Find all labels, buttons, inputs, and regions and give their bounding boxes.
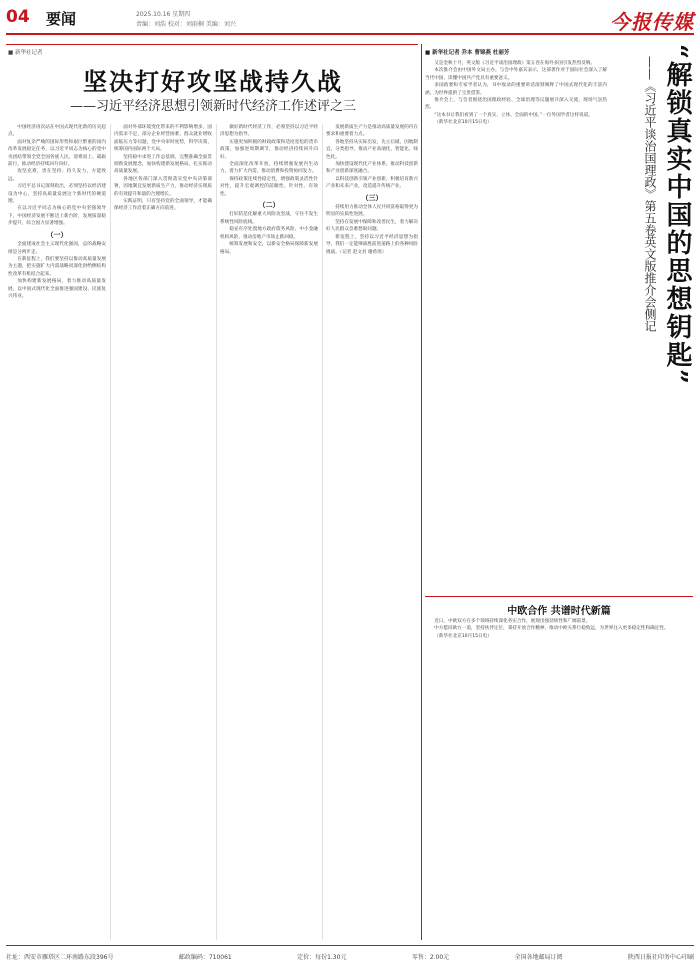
lower-article-body: 近日，中欧双方在多个领域持续深化务实合作，展现出强劲韧性和广阔前景。 中方愿同欧方一道，坚持伙伴定位，秉持开放合作精神，推动中欧关系行稳致远，为世界注入更多稳定性和确定性。 （新华社北京10月15日电） xyxy=(434,619,669,639)
article-column-2: 面对外部环境变化带来的不利影响增多，国内需求不足、部分企业经营困难、群众就业增收面临压力等问题，党中央审时度势，科学决策，统筹国内国际两个大局。 坚持稳中求进工作总基调，完整准确全面贯彻新发展理念，加快构建新发展格局，扎实推动高质量发展。 各地区各部门深入贯彻落实党中央决策部署，因地制宜发展新质生产力，推动经济实现质的有效提升和量的合理增长。 实践证明，只有坚持党的全面领导，才能确保经济工作沿着正确方向前进。 xyxy=(114,125,212,212)
article-title: 坚决打好攻坚战持久战 xyxy=(83,67,343,96)
page-number: 04 xyxy=(6,7,30,27)
article-column-1: 中国经济再次站在中国式现代化新的历史起点。 面对复杂严峻的国际形势和艰巨繁重的国内改革发展稳定任务，以习近平同志为核心的党中央团结带领全党全国各族人民，迎难而上、砥砺前行，推动经济持续回升向好。 攻坚克难，贵在坚持；持久发力，方能致远。 习近平总书记深刻指出，必须坚持以经济建设为中心，坚持高质量发展这个新时代的硬道理。 在以习近平同志为核心的党中央坚强领导下，中国经济发展不断迈上新台阶，发展质量稳步提升，综合国力显著增强。 （一） 全面建成社会主义现代化强国，总的战略安排是分两步走。 在新征程上，我们要坚持以推动高质量发展为主题，把实施扩大内需战略同深化供给侧结构性改革有机结合起来。 加快构建新发展格局，着力推动高质量发展，以中国式现代化全面推进强国建设、民族复兴伟业。 xyxy=(8,125,106,299)
title-rule xyxy=(6,44,418,45)
side-title-sub: ——《习近平谈治国理政》第五卷英文版推介会侧记 xyxy=(643,56,657,332)
article-column-4: 发展新质生产力是推动高质量发展的内在要求和重要着力点。 各地坚持从实际出发，先立后破、因地制宜、分类指导，推动产业高端化、智能化、绿色化。 加快建设现代化产业体系，推动科技创新和产业创新深度融合。 以科技创新引领产业创新，积极培育新兴产业和未来产业，改造提升传统产业。 （三） 持续用力推动全体人民共同富裕取得更为明显的实质性进展。 坚持在发展中保障和改善民生，着力解决好人民群众急难愁盼问题。 新征程上，坚持以习近平经济思想为指导，我们一定能够战胜前进道路上的各种风险挑战。（记者 赵文君 谢希瑶） xyxy=(326,125,418,255)
side-article-title xyxy=(614,44,696,514)
page-header xyxy=(6,5,694,35)
section-title: 要闻 xyxy=(46,10,77,28)
article-byline: ■ 新华社记者 xyxy=(8,50,43,56)
side-title-main: “解锁真实中国的思想钥匙” xyxy=(662,44,692,386)
newspaper-logo: 今报传媒 xyxy=(610,10,694,34)
section-number: （三） xyxy=(361,192,383,202)
side-byline: ■ 新华社记者 乔本 曹锦燕 杜丽芳 xyxy=(425,50,510,56)
side-article-body: 又是金秋十月，英文版《习近平谈治国理政》第五卷在海外多国引发热烈反响。 本次推介会由中国外文局主办。与会中外嘉宾表示，这部著作对于国际社会深入了解当代中国、读懂中国共产党具有重要意义。 多国政要和专家学者认为，书中收录的重要讲话深刻阐释了中国式现代化的丰富内涵，为世界提供了宝贵借鉴。 推介会上，与会者围绕治国理政经验、全球治理等议题展开深入交流，现场气氛热烈。 “这本书让我们看到了一个真实、立体、全面的中国。”一位外国学者这样说道。 （新华社北京10月15日电） xyxy=(425,61,607,126)
lower-article-title: 中欧合作 共谱时代新篇 xyxy=(507,606,611,617)
article-subtitle: ——习近平经济思想引领新时代经济工作述评之三 xyxy=(69,99,356,114)
section-divider xyxy=(425,596,693,597)
issue-date: 2025.10.16 星期四 xyxy=(136,11,191,18)
section-number: （二） xyxy=(258,200,280,210)
editor-credits: 责编：刘浩 校对：刘雨桐 美编：刘兴 xyxy=(136,21,236,28)
section-number: （一） xyxy=(46,229,68,239)
article-column-3: 做好新时代经济工作，必须坚持以习近平经济思想为指导。 实施更加积极的财政政策和适度宽松的货币政策，加强逆周期调节，推动经济持续回升向好。 全面深化改革开放，持续增强发展内生动力，着力扩大内需，推动消费和投资协同发力。 保持政策连续性稳定性，增强政策灵活性针对性，提升宏观调控的前瞻性、针对性、有效性。 （二） 打好防范化解重大风险攻坚战，守住不发生系统性风险底线。 稳妥有序处置地方政府债务风险、中小金融机构风险，推动房地产市场止跌回稳。 统筹发展和安全，以新安全格局保障新发展格局。 xyxy=(220,125,318,255)
page-footer: 社址：西安市雁塔区二环南路东段396号 邮政编码：710061 定价：每份1.30元 零售：2.00元 全国各地邮局订阅 陕西日报社印务中心印刷 xyxy=(6,945,694,967)
